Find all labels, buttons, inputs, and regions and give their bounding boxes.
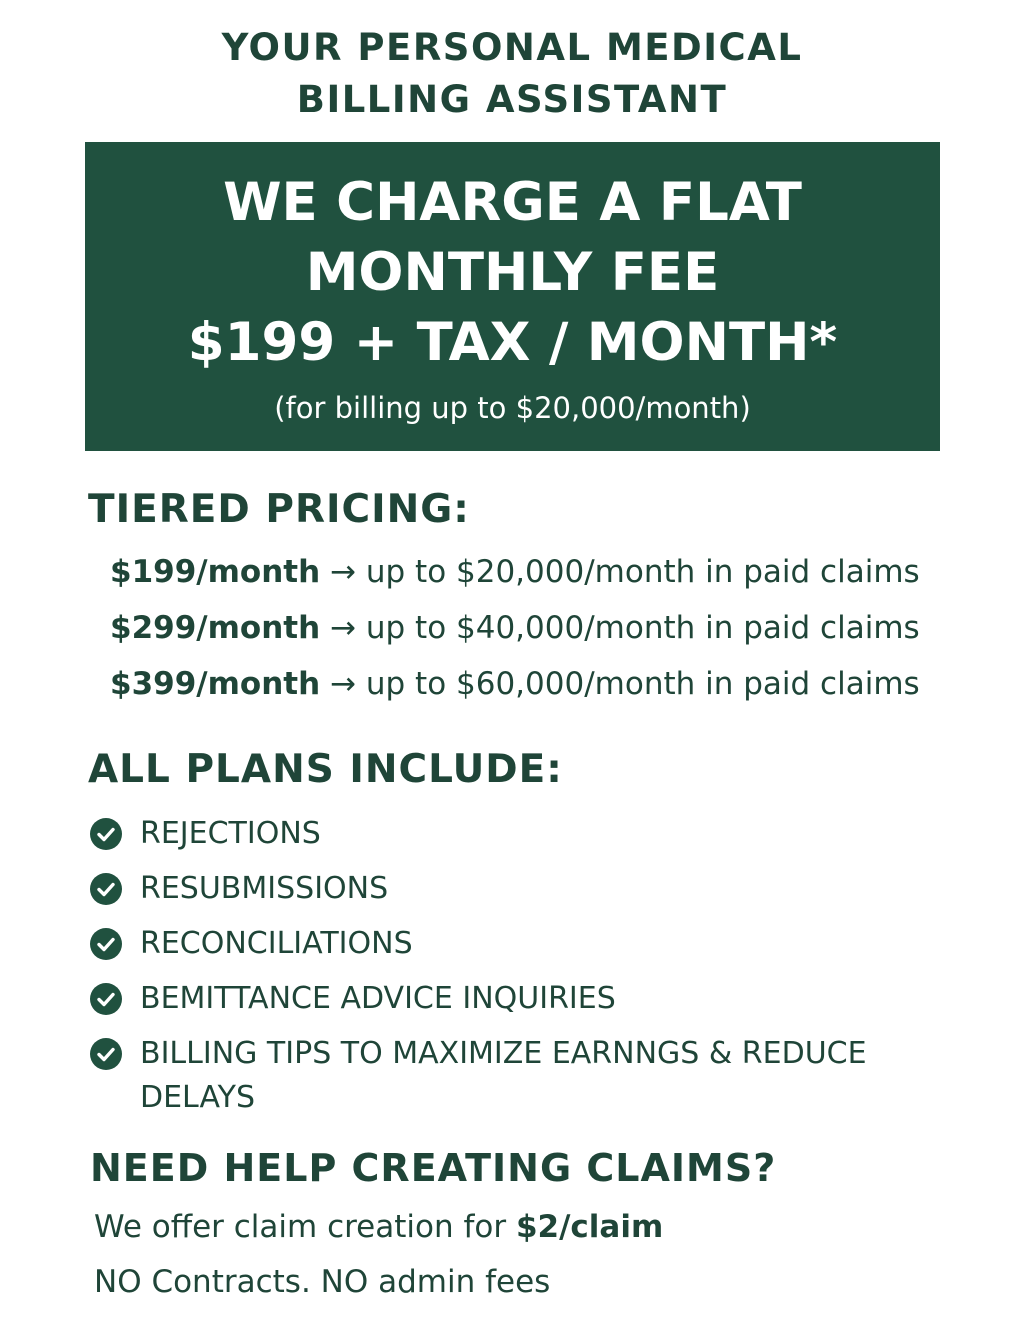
claims-offer-price: $2/claim [515,1209,664,1245]
pricing-banner [85,142,940,451]
check-circle-icon [90,928,122,960]
tier-row [110,660,990,716]
claims-terms: NO Contracts. NO admin fees [94,1264,551,1300]
list-item [90,867,970,911]
banner-headline-line-1: WE CHARGE A FLAT [223,172,802,233]
list-item [90,1032,970,1120]
list-item-label: BILLING TIPS TO MAXIMIZE EARNNGS & REDUCE DELAYS [140,1036,867,1115]
banner-note: (for billing up to $20,000/month) [274,391,751,425]
list-item-label: REJECTIONS [140,816,321,851]
list-item-label: RESUBMISSIONS [140,871,389,906]
banner-headline-line-2: MONTHLY FEE [305,242,720,303]
tier-row [110,548,990,604]
tier-description: → up to $60,000/month in paid claims [330,666,920,702]
list-item [90,922,970,966]
header-line-1: YOUR PERSONAL MEDICAL [221,26,803,69]
list-item [90,812,970,856]
check-circle-icon [90,1038,122,1070]
claims-help-title: NEED HELP CREATING CLAIMS? [90,1146,777,1190]
claims-offer-text: We offer claim creation for [94,1209,516,1245]
banner-price: $199 + TAX / MONTH* [187,312,838,373]
tier-price: $199/month [110,554,321,590]
banner-headline [85,168,940,308]
tier-description: → up to $20,000/month in paid claims [330,554,920,590]
tier-description: → up to $40,000/month in paid claims [330,610,920,646]
tier-list [110,548,990,716]
tier-price: $399/month [110,666,321,702]
check-circle-icon [90,983,122,1015]
include-list [90,812,970,1131]
claims-offer [94,1205,663,1249]
list-item-label: RECONCILIATIONS [140,926,413,961]
header-line-2: BILLING ASSISTANT [296,78,728,121]
check-circle-icon [90,873,122,905]
page-header [0,22,1024,126]
list-item-label: BEMITTANCE ADVICE INQUIRIES [140,981,616,1016]
check-circle-icon [90,818,122,850]
tier-row [110,604,990,660]
list-item [90,977,970,1021]
tier-price: $299/month [110,610,321,646]
plans-include-title: ALL PLANS INCLUDE: [88,747,563,792]
tiered-pricing-title: TIERED PRICING: [88,487,470,532]
